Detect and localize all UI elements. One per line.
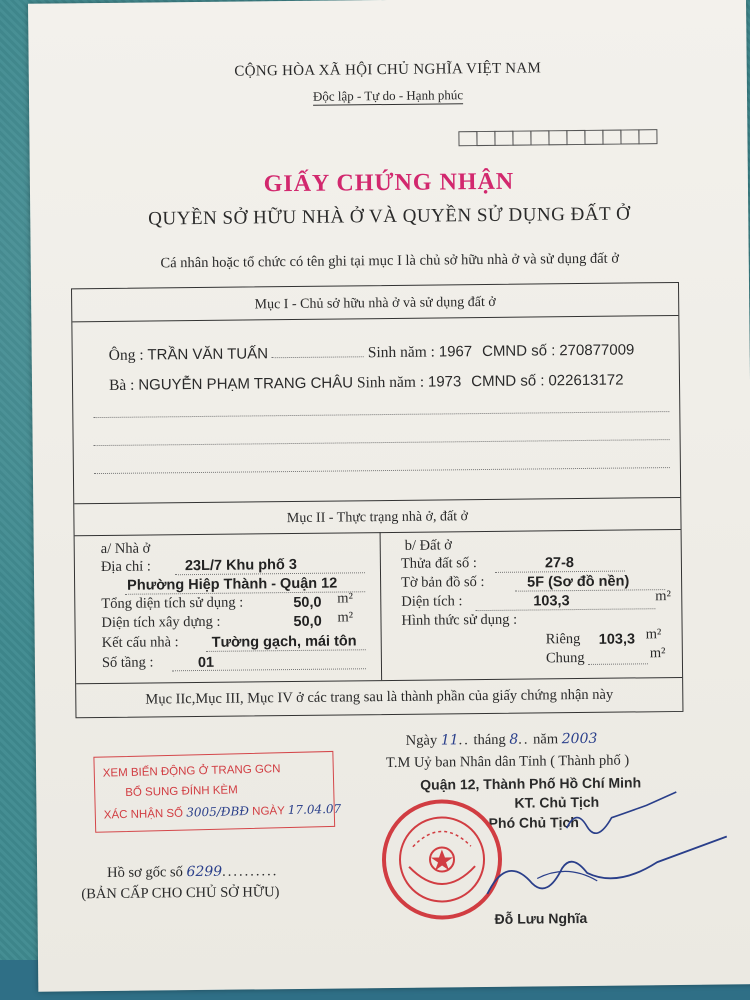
signer-name: Đỗ Lưu Nghĩa bbox=[494, 909, 588, 927]
shared-area-unit: m² bbox=[649, 645, 666, 662]
floors-value: 01 bbox=[197, 654, 215, 672]
authority: T.M Uỷ ban Nhân dân Tỉnh ( Thành phố ) bbox=[385, 752, 630, 772]
house-label: a/ Nhà ở bbox=[100, 540, 151, 558]
structure-value: Tường gạch, mái tôn bbox=[211, 633, 357, 651]
address-line1: 23L/7 Khu phố 3 bbox=[184, 556, 297, 575]
issue-month: 8 bbox=[509, 731, 519, 748]
motto bbox=[29, 84, 747, 108]
total-area-label: Tổng diện tích sử dụng : bbox=[101, 594, 244, 613]
owner1-id-number: 270877009 bbox=[559, 341, 635, 360]
plot-label: Thửa đất số : bbox=[400, 555, 477, 572]
owner2-birth-year: 1973 bbox=[427, 373, 462, 391]
land-area-unit: m² bbox=[655, 588, 671, 605]
issue-year-label: năm bbox=[533, 731, 559, 748]
issue-year: 2003 bbox=[561, 730, 598, 748]
owner1-name: TRẦN VĂN TUẤN bbox=[147, 345, 269, 364]
private-area-unit: m² bbox=[645, 626, 662, 643]
footer-note: Mục IIc,Mục III, Mục IV ở các trang sau là thành phần của giấy chứng nhận này bbox=[145, 686, 614, 708]
stamp-date-label: NGÀY bbox=[252, 805, 285, 818]
total-area-value: 50,0 bbox=[293, 594, 322, 612]
record-row: Hồ sơ gốc số 6299.......... bbox=[107, 863, 279, 881]
owner2-id-label: CMND số : bbox=[471, 372, 545, 391]
owner1-prefix: Ông : bbox=[108, 346, 144, 364]
built-area-unit: m² bbox=[337, 609, 354, 626]
signature bbox=[477, 831, 738, 909]
owner2-prefix: Bà : bbox=[108, 376, 135, 394]
land-area-label: Diện tích : bbox=[401, 593, 463, 610]
structure-label: Kết cấu nhà : bbox=[101, 634, 179, 652]
copy-note: (BẢN CẤP CHO CHỦ SỞ HỮU) bbox=[81, 884, 280, 903]
issue-month-label: tháng bbox=[473, 731, 506, 749]
land-label: b/ Đất ở bbox=[404, 537, 452, 554]
authority-place: Quận 12, Thành Phố Hồ Chí Minh bbox=[420, 774, 642, 793]
land-area-value: 103,3 bbox=[533, 593, 570, 610]
total-area-unit: m² bbox=[337, 590, 353, 607]
certificate-document bbox=[28, 0, 750, 992]
stamp-line2: BỔ SUNG ĐÍNH KÈM bbox=[125, 784, 238, 800]
stamp-confirm-label: XÁC NHẬN SỐ bbox=[103, 807, 184, 822]
private-label: Riêng bbox=[545, 631, 581, 648]
issue-date: Ngày 11.. tháng 8.. năm 2003 bbox=[405, 730, 598, 749]
shared-label: Chung bbox=[545, 649, 585, 667]
usage-label: Hình thức sử dụng : bbox=[401, 611, 518, 629]
owner1-birth-label: Sinh năm : bbox=[367, 343, 436, 362]
certificate-frame bbox=[71, 282, 683, 718]
private-area-value: 103,3 bbox=[598, 631, 636, 648]
certificate-note: Cá nhân hoặc tổ chức có tên ghi tại mục I là chủ sở hữu nhà ở và sử dụng đất ở bbox=[160, 250, 620, 272]
certificate-title: GIẤY CHỨNG NHẬN bbox=[263, 168, 515, 198]
serial-number-boxes bbox=[459, 129, 657, 146]
owner2-row bbox=[109, 372, 624, 395]
section2-heading: Mục II - Thực trạng nhà ở, đất ở bbox=[286, 509, 469, 527]
owner2-name: NGUYỄN PHẠM TRANG CHÂU bbox=[138, 374, 354, 394]
map-value: 5F (Sơ đồ nền) bbox=[527, 573, 630, 591]
plot-value: 27-8 bbox=[544, 555, 575, 572]
record-number: 6299 bbox=[186, 863, 223, 881]
owner1-id-label: CMND số : bbox=[481, 342, 556, 361]
national-title: CỘNG HÒA XÃ HỘI CHỦ NGHĨA VIỆT NAM bbox=[234, 60, 542, 80]
issue-day-label: Ngày bbox=[405, 732, 438, 749]
amendment-stamp bbox=[93, 751, 342, 833]
built-area-value: 50,0 bbox=[293, 613, 322, 631]
floors-label: Số tầng : bbox=[101, 654, 154, 672]
kt-chairman: KT. Chủ Tịch bbox=[514, 793, 600, 811]
issue-day: 11 bbox=[440, 732, 459, 749]
stamp-line1: XEM BIẾN ĐỘNG Ở TRANG GCN bbox=[102, 763, 281, 780]
owner2-birth-label: Sinh năm : bbox=[356, 373, 425, 392]
address-line2: Phường Hiệp Thành - Quận 12 bbox=[127, 575, 338, 594]
stamp-line3 bbox=[103, 801, 342, 822]
certificate-subtitle: QUYỀN SỞ HỮU NHÀ Ở VÀ QUYỀN SỬ DỤNG ĐẤT Ở bbox=[148, 203, 631, 230]
map-label: Tờ bản đồ số : bbox=[401, 574, 485, 591]
vice-chairman: Phó Chủ Tịch bbox=[488, 814, 579, 831]
motto-text: Độc lập - Tự do - Hạnh phúc bbox=[312, 87, 464, 104]
section1-heading: Mục I - Chủ sở hữu nhà ở và sử dụng đất ở bbox=[254, 294, 496, 313]
owner1-birth-year: 1967 bbox=[438, 343, 473, 361]
stamp-confirm-number: 3005/ĐBĐ bbox=[186, 804, 250, 820]
owner1-row bbox=[109, 341, 635, 365]
owner2-id-number: 022613172 bbox=[548, 371, 624, 390]
built-area-label: Diện tích xây dựng : bbox=[101, 613, 221, 632]
record-label: Hồ sơ gốc số bbox=[107, 864, 183, 881]
stamp-date: 17.04.07 bbox=[287, 801, 342, 818]
address-label: Địa chỉ : bbox=[100, 558, 151, 576]
